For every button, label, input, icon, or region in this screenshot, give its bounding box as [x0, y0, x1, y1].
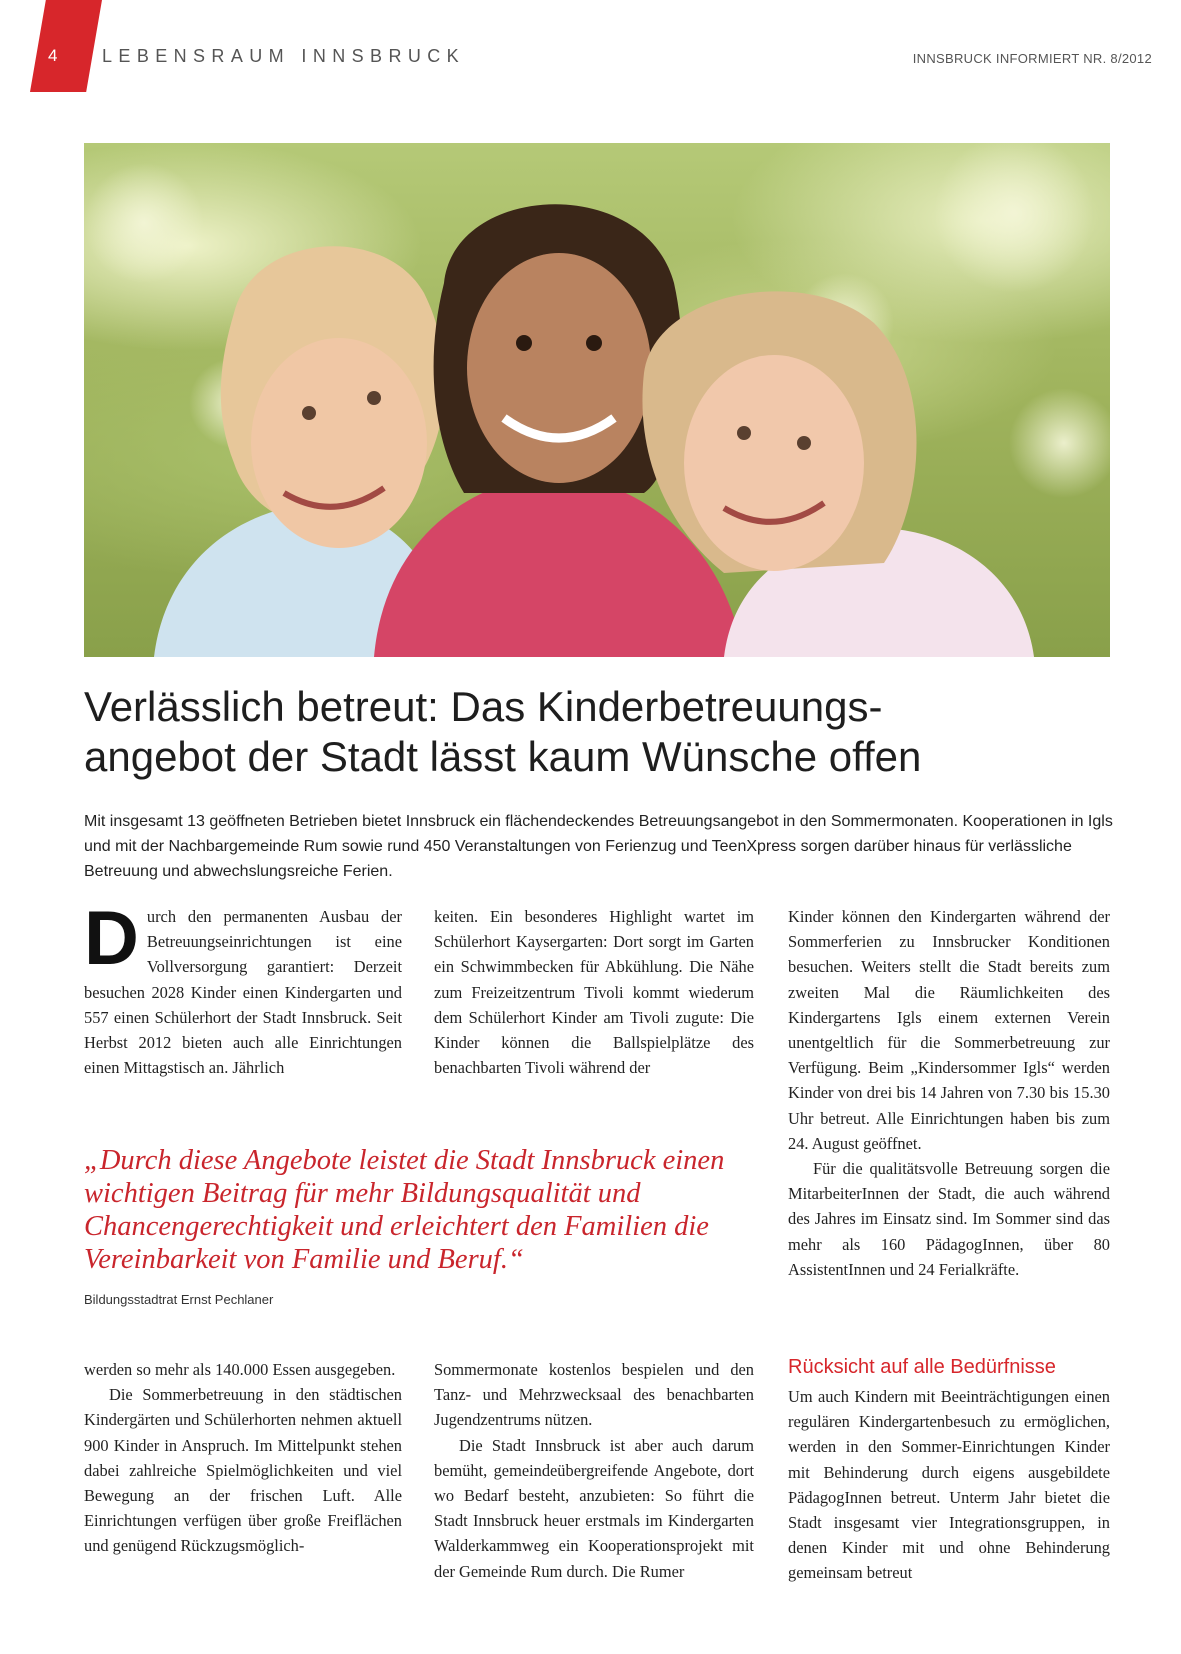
quote-attribution: Bildungsstadtrat Ernst Pechlaner: [84, 1292, 274, 1307]
section-subhead: Rücksicht auf alle Bedürfnisse: [788, 1356, 1056, 1378]
drop-cap: D: [84, 896, 139, 981]
column-2-bottom-paragraph-1: Sommermonate kostenlos bespielen und den Tanz- und Mehrzwecksaal des benachbarten Jugendzentrums nützen.: [434, 1360, 754, 1430]
column-2-bottom: [434, 1357, 754, 1584]
headline-line-1: Verlässlich betreut: Das Kinderbetreuungs-: [84, 683, 883, 730]
page-number-tab: [30, 0, 102, 92]
article-headline: [84, 682, 1124, 782]
photo-illustration: [84, 143, 1110, 657]
column-2-top: keiten. Ein besonderes Highlight wartet im Schülerhort Kaysergarten: Dort sorgt im Garten ein Schwimmbecken für Abkühlung. Die Nähe zum Freizeitzentrum Tivoli kommt wiederum dem Schülerhort Kinder am Tivoli zugute: Die Kinder können die Ballspielplätze des benachbarten Tivoli während der: [434, 907, 754, 1078]
page-number: 4: [48, 46, 58, 65]
column-1-bottom-paragraph-2: Die Sommerbetreuung in den städtischen Kindergärten und Schülerhorten nehmen aktuell 900 Kinder in Anspruch. Im Mittelpunkt stehen dabei zahlreiche Spielmöglichkeiten und viel Bewegung an der frischen Luft. Alle Einrichtungen verfügen über große Freiflächen und genügend Rückzugsmöglich-: [84, 1385, 402, 1556]
section-title: LEBENSRAUM INNSBRUCK: [102, 46, 466, 66]
column-3-bottom: Um auch Kindern mit Beeinträchtigungen einen regulären Kindergartenbesuch zu ermöglichen, werden in den Sommer-Einrichtungen Kinder mit Behinderung durch eigens ausgebildete PädagogInnen betreut. Unterm Jahr bietet die Stadt insgesamt vier Integrationsgruppen, in denen Kinder mit und ohne Behinderung gemeinsam betreut: [788, 1387, 1110, 1583]
column-1-top-text: urch den permanenten Ausbau der Betreuungseinrichtungen ist eine Vollversorgung garantiert: Derzeit besuchen 2028 Kinder einen Kindergarten und 557 einen Schülerhort der Stadt Innsbruck. Seit Herbst 2012 bieten auch alle Einrichtungen einen Mittagstisch an. Jährlich: [84, 907, 402, 1078]
column-3-top: [788, 904, 1110, 1282]
column-1-top: [84, 896, 402, 1080]
column-1-bottom-paragraph-1: werden so mehr als 140.000 Essen ausgegeben.: [84, 1360, 396, 1379]
column-3-paragraph-2: Für die qualitätsvolle Betreuung sorgen die MitarbeiterInnen der Stadt, die auch während des Jahres im Einsatz sind. Im Sommer sind das mehr als 160 PädagogInnen, über 80 AssistentInnen und 24 Ferialkräfte.: [788, 1159, 1110, 1279]
hero-photo-three-children: [84, 143, 1110, 657]
headline-line-2: angebot der Stadt lässt kaum Wünsche offen: [84, 733, 922, 780]
column-3-paragraph-1: Kinder können den Kindergarten während der Sommerferien zu Innsbrucker Konditionen besuchen. Weiters stellt die Stadt bereits zum zweiten Mal die Räumlichkeiten des Kindergartens Igls einem externen Verein unentgeltlich für die Sommerbetreuung zur Verfügung. Beim „Kindersommer Igls“ werden Kinder von drei bis 14 Jahren von 7.30 bis 15.30 Uhr betreut. Alle Einrichtungen haben bis zum 24. August geöffnet.: [788, 907, 1110, 1153]
article-lead: Mit insgesamt 13 geöffneten Betrieben bietet Innsbruck ein flächendeckendes Betreuungsangebot in den Sommermonaten. Kooperationen in Igls und mit der Nachbargemeinde Rum sowie rund 450 Veranstaltungen von Ferienzug und TeenXpress sorgen darüber hinaus für verlässliche Betreuung und abwechslungsreiche Ferien.: [84, 813, 1113, 880]
pull-quote: „Durch diese Angebote leistet die Stadt Innsbruck einen wichtigen Beitrag für mehr Bildungsqualität und Chancengerechtigkeit und erleichtert den Familien die Vereinbarkeit von Familie und Beruf.“: [84, 1145, 725, 1275]
column-2-bottom-paragraph-2: Die Stadt Innsbruck ist aber auch darum bemüht, gemeindeübergreifende Angebote, dort wo Bedarf besteht, anzubieten: So führt die Stadt Innsbruck heuer erstmals im Kindergarten Walderkammweg ein Kooperationsprojekt mit der Gemeinde Rum durch. Die Rumer: [434, 1435, 754, 1581]
column-1-bottom: [84, 1357, 402, 1559]
issue-info: INNSBRUCK INFORMIERT NR. 8/2012: [912, 51, 1152, 66]
